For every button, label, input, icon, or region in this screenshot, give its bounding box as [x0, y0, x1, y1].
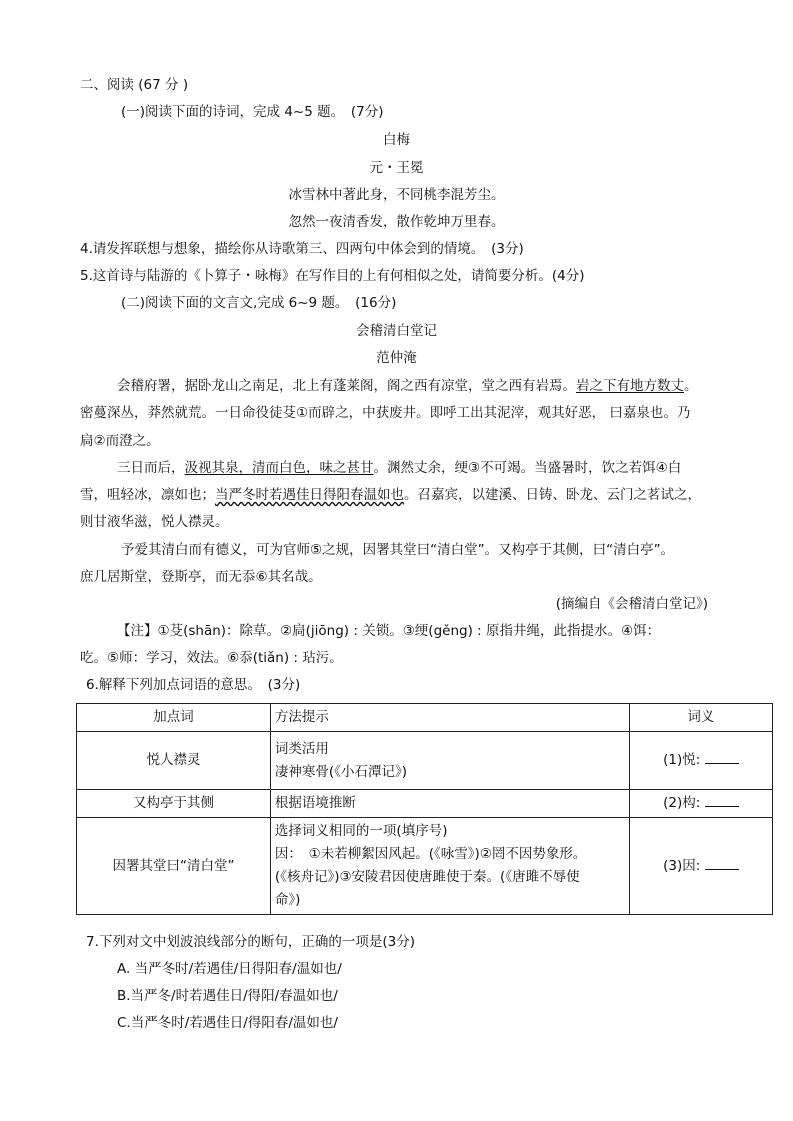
- option-c[interactable]: C.当严冬时/若遇佳日/得阳春/温如也/: [117, 1015, 338, 1031]
- vocabulary-table: [76, 703, 773, 915]
- hint-line: 命》): [274, 892, 301, 908]
- answer-cell[interactable]: [629, 790, 772, 818]
- hint-line: 因： ①未若柳絮因风起。(《咏雪》)②罔不因势象形。: [274, 846, 587, 862]
- header-word: 加点词: [77, 704, 271, 732]
- hint-cell: [270, 732, 629, 790]
- hint-line: 凄神寒骨(《小石潭记》): [274, 763, 407, 780]
- wavy-underlined-phrase: 当严冬时若遇佳日得阳春温如也: [215, 487, 404, 503]
- paragraph-1-line-3: 扃②而澄之。: [80, 433, 160, 449]
- part1-intro: (一)阅读下面的诗词，完成 4~5 题。 (7分): [121, 104, 384, 120]
- section-title: 二、阅读 (67 分 ): [80, 77, 189, 93]
- paragraph-2-line-1: [117, 458, 681, 478]
- underlined-phrase: 汲视其泉，清而白色，味之甚甘: [184, 460, 374, 476]
- poem-title: 白梅: [383, 132, 410, 148]
- question-6: 6.解释下列加点词语的意思。 (3分): [86, 677, 301, 693]
- table-row: [77, 732, 773, 790]
- hint-cell: 根据语境推断: [270, 790, 629, 818]
- option-a[interactable]: A. 当严冬时/若遇佳/日得阳春/温如也/: [117, 961, 342, 977]
- paragraph-2-line-2: [80, 485, 701, 505]
- hint-line: (《核舟记》)③安陵君因使唐雎使于秦。(《唐雎不辱使: [274, 869, 580, 885]
- answer-blank[interactable]: [705, 857, 739, 870]
- paragraph-1-line-2: 密蔓深丛，莽然就荒。一日命役徒芟①而辟之，中获废井。即呼工出其泥滓，观其好恶， 曰嘉泉也。乃: [80, 405, 691, 421]
- notes-line-1: 【注】①芟(shān)：除草。②扃(jiōng) : 关锁。③绠(gěng) : 原指井绳，此指提水。④饵：: [117, 623, 661, 639]
- table-row: [77, 818, 773, 915]
- answer-label: (3)因:: [663, 857, 701, 874]
- answer-blank[interactable]: [705, 794, 739, 807]
- source-citation: (摘编自《会稽清白堂记》): [555, 596, 708, 612]
- word-cell: 又构亭于其侧: [77, 790, 271, 818]
- option-b[interactable]: B.当严冬/时若遇佳日/得阳/春温如也/: [117, 988, 338, 1004]
- hint-cell: [270, 818, 629, 915]
- table-header-row: [77, 704, 773, 732]
- answer-cell[interactable]: [629, 732, 772, 790]
- word-cell: 悦人襟灵: [77, 732, 271, 790]
- poem-line-1: 冰雪林中著此身，不同桃李混芳尘。: [288, 187, 505, 203]
- paragraph-1-line-1: [117, 376, 698, 396]
- notes-line-2: 吃。⑤师：学习，效法。⑥忝(tiǎn) : 玷污。: [80, 650, 343, 666]
- question-5: 5.这首诗与陆游的《卜算子・咏梅》在写作目的上有何相似之处，请简要分析。(4分): [80, 268, 585, 284]
- question-4: 4.请发挥联想与想象，描绘你从诗歌第三、四两句中体会到的情境。 (3分): [80, 241, 524, 257]
- answer-label: (2)构:: [663, 795, 701, 811]
- table-row: [77, 790, 773, 818]
- text: 会稽府署，据卧龙山之南足，北上有蓬莱阁，阁之西有凉堂，堂之西有岩焉。: [117, 378, 576, 394]
- header-hint: 方法提示: [270, 704, 629, 732]
- text: 。渊然丈余，绠③不可竭。当盛暑时，饮之若饵④白: [373, 460, 682, 476]
- essay-author: 范仲淹: [376, 350, 417, 366]
- answer-label: (1)悦:: [663, 752, 701, 768]
- poem-line-2: 忽然一夜清香发，散作乾坤万里春。: [288, 214, 505, 230]
- hint-line: 选择词义相同的一项(填序号): [274, 823, 448, 839]
- poem-author: 元・王冕: [369, 160, 424, 176]
- essay-title: 会稽清白堂记: [356, 323, 437, 339]
- paragraph-2-line-3: 则甘液华滋，悦人襟灵。: [80, 514, 229, 530]
- question-7: 7.下列对文中划波浪线部分的断句，正确的一项是(3分): [86, 934, 416, 950]
- paragraph-3-line-1: 予爱其清白而有德义，可为官师⑤之规，因署其堂曰“清白堂”。又构亭于其侧，曰“清白亭”。: [121, 542, 675, 558]
- header-meaning: 词义: [629, 704, 772, 732]
- word-cell: 因署其堂曰“清白堂”: [77, 818, 271, 915]
- text: 。召嘉宾，以建溪、日铸、卧龙、云门之茗试之，: [404, 487, 701, 503]
- answer-blank[interactable]: [705, 751, 739, 764]
- paragraph-3-line-2: 庶几居斯堂，登斯亭，而无忝⑥其名哉。: [80, 569, 322, 585]
- answer-cell[interactable]: [629, 818, 772, 915]
- text: 。: [684, 378, 698, 394]
- text: 三日而后，: [117, 460, 185, 476]
- part2-intro: (二)阅读下面的文言文,完成 6~9 题。 (16分): [121, 295, 397, 311]
- hint-line: 词类活用: [274, 740, 329, 757]
- underlined-phrase: 岩之下有地方数丈: [576, 378, 684, 394]
- text: 雪，咀轻冰，凛如也；: [80, 487, 215, 503]
